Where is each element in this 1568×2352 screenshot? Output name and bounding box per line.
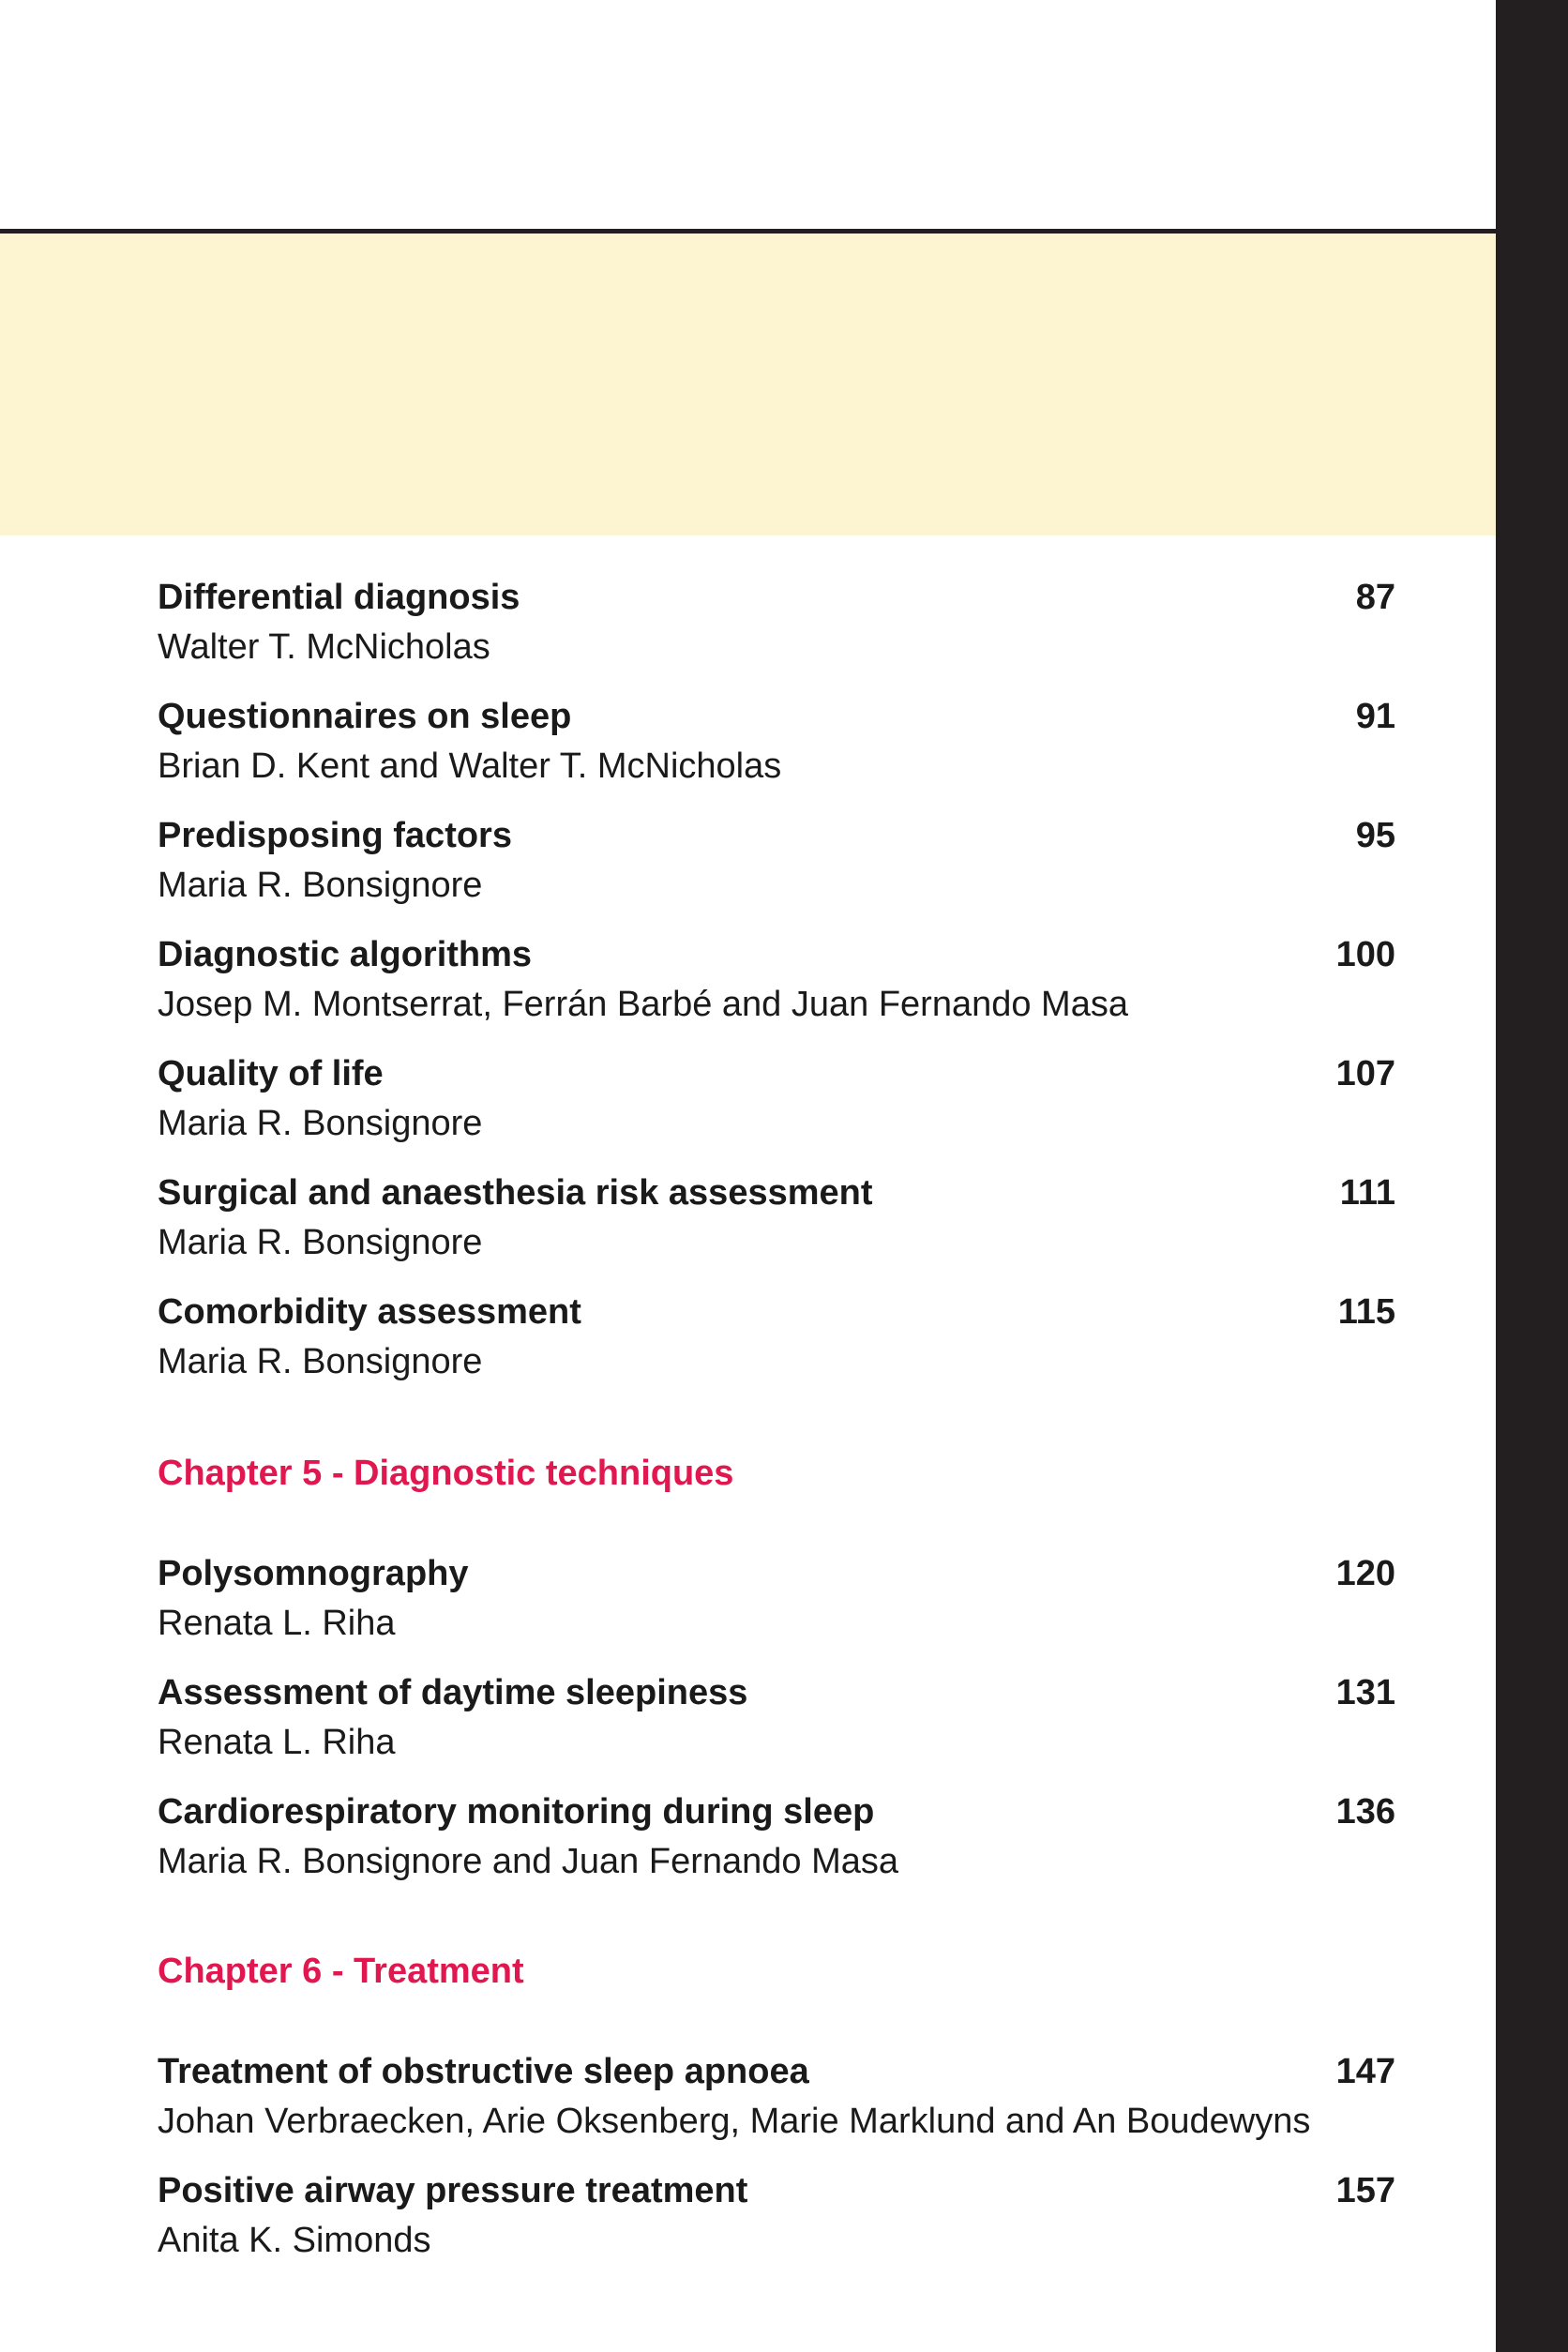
entry-page-number: 107	[1335, 1054, 1395, 1093]
entry-authors: Anita K. Simonds	[158, 2221, 431, 2260]
entry-title: Questionnaires on sleep	[158, 697, 572, 736]
entry-title: Quality of life	[158, 1054, 384, 1093]
toc-entry[interactable]	[158, 693, 1395, 812]
entry-page-number: 100	[1335, 935, 1395, 974]
entry-page-number: 157	[1335, 2171, 1395, 2210]
entry-title: Assessment of daytime sleepiness	[158, 1673, 748, 1712]
entry-authors: Maria R. Bonsignore	[158, 1223, 483, 1262]
entry-authors: Maria R. Bonsignore and Juan Fernando Masa	[158, 1842, 899, 1881]
toc-entry[interactable]	[158, 812, 1395, 931]
entry-title: Positive airway pressure treatment	[158, 2171, 748, 2210]
chapter-heading[interactable]: Chapter 6 - Treatment	[158, 1952, 524, 1991]
entry-page-number: 95	[1355, 816, 1395, 855]
entry-title: Differential diagnosis	[158, 578, 520, 617]
entry-title: Polysomnography	[158, 1554, 469, 1593]
entry-title: Surgical and anaesthesia risk assessment	[158, 1173, 873, 1213]
entry-page-number: 120	[1335, 1554, 1395, 1593]
entry-authors: Walter T. McNicholas	[158, 627, 490, 667]
entry-page-number: 87	[1355, 578, 1395, 617]
entry-authors: Johan Verbraecken, Arie Oksenberg, Marie Marklund and An Boudewyns	[158, 2102, 1311, 2141]
entry-authors: Maria R. Bonsignore	[158, 866, 483, 905]
entry-page-number: 111	[1339, 1173, 1395, 1213]
entry-page-number: 136	[1335, 1792, 1395, 1832]
toc-entry[interactable]	[158, 1289, 1395, 1408]
entry-title: Predisposing factors	[158, 816, 512, 855]
entry-authors: Josep M. Montserrat, Ferrán Barbé and Juan Fernando Masa	[158, 985, 1128, 1024]
entry-authors: Maria R. Bonsignore	[158, 1342, 483, 1381]
toc-entry[interactable]	[158, 1050, 1395, 1169]
entry-title: Comorbidity assessment	[158, 1292, 581, 1332]
toc-entry[interactable]	[158, 574, 1395, 693]
toc-entry[interactable]	[158, 931, 1395, 1050]
chapter-heading[interactable]: Chapter 5 - Diagnostic techniques	[158, 1454, 734, 1493]
entry-authors: Brian D. Kent and Walter T. McNicholas	[158, 746, 782, 786]
entry-authors: Renata L. Riha	[158, 1604, 396, 1643]
entry-page-number: 91	[1355, 697, 1395, 736]
entry-page-number: 147	[1335, 2052, 1395, 2091]
toc-entry[interactable]	[158, 1550, 1395, 1669]
entry-authors: Maria R. Bonsignore	[158, 1104, 483, 1143]
table-of-contents	[158, 574, 1395, 2286]
toc-entry[interactable]	[158, 2167, 1395, 2286]
entry-title: Cardiorespiratory monitoring during sleep	[158, 1792, 875, 1832]
entry-title: Treatment of obstructive sleep apnoea	[158, 2052, 809, 2091]
entry-page-number: 115	[1337, 1292, 1395, 1332]
toc-entry[interactable]	[158, 2048, 1395, 2167]
toc-entry[interactable]	[158, 1669, 1395, 1788]
header-band	[0, 234, 1496, 535]
page-edge-bar	[1496, 0, 1568, 2352]
entry-title: Diagnostic algorithms	[158, 935, 533, 974]
toc-entry[interactable]	[158, 1169, 1395, 1289]
entry-authors: Renata L. Riha	[158, 1723, 396, 1762]
entry-page-number: 131	[1335, 1673, 1395, 1712]
toc-entry[interactable]	[158, 1788, 1395, 1907]
